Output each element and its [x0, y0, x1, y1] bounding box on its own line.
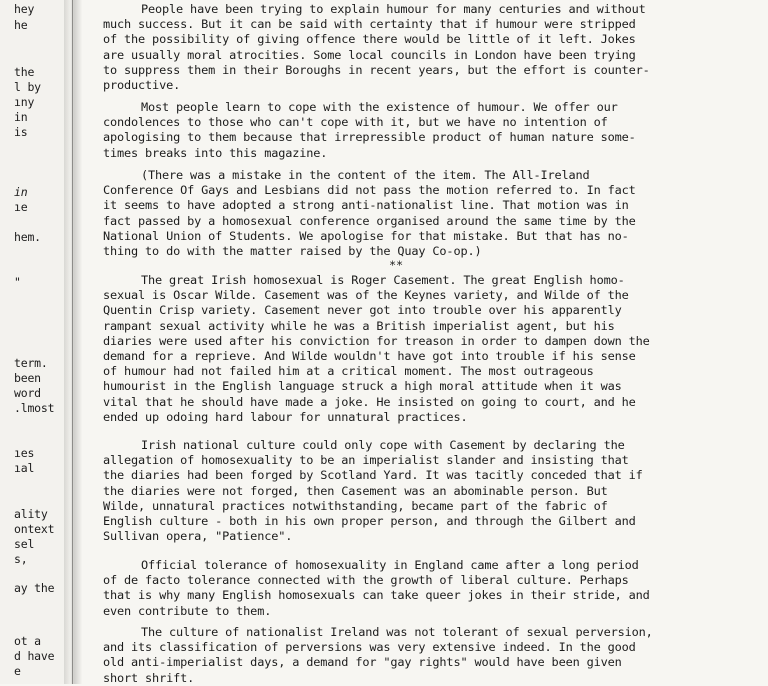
left-fragment: is: [14, 125, 28, 139]
text-line: are usually moral atrocities. Some local councils in London have been trying: [103, 47, 636, 62]
text-line: and its classification of perversions was very extensive indeed. In the good: [103, 640, 636, 655]
text-line: Irish national culture could only cope with Casement by declaring the: [141, 438, 625, 452]
text-line: rampant sexual activity while he was a British imperialist agent, but his: [103, 318, 615, 333]
left-fragment: l by: [14, 80, 41, 94]
text-line: diaries were used after his conviction for treason in order to dampen down the: [103, 333, 650, 348]
text-line: times breaks into this magazine.: [103, 145, 328, 160]
text-line: the diaries were not forged, then Casement was an abominable person. But: [103, 483, 608, 498]
text-line: fact passed by a homosexual conference organised around the same time by the: [103, 213, 636, 228]
text-line: National Union of Students. We apologise for that mistake. But that has no-: [103, 228, 629, 243]
text-line: apologising to them because that irrepressible product of human nature some-: [103, 130, 636, 145]
left-fragment: been: [14, 371, 41, 385]
left-fragment: ality: [14, 507, 48, 521]
left-fragment: word: [14, 386, 41, 400]
text-line: English culture - both in his own proper person, and through the Gilbert and: [103, 513, 636, 528]
left-fragment: .lmost: [14, 401, 55, 415]
left-fragment: in: [14, 110, 28, 124]
left-fragment: the: [14, 65, 35, 79]
adjacent-page-column: [0, 0, 64, 684]
text-line: (There was a mistake in the content of the item. The All-Ireland: [141, 168, 590, 182]
left-fragment: ot a: [14, 634, 41, 648]
text-line: People have been trying to explain humour for many centuries and without: [141, 2, 646, 16]
text-line: Sullivan opera, "Patience".: [103, 529, 293, 544]
left-fragment: in: [14, 185, 28, 199]
paragraph-cope: [103, 100, 731, 161]
text-line: thing to do with the matter raised by the Quay Co-op.): [103, 243, 482, 258]
text-line: much success. But it can be said with certainty that if humour were stripped: [103, 17, 636, 32]
left-fragment: term.: [14, 356, 48, 370]
paragraph-irish-culture: [103, 438, 731, 544]
paragraph-humour: [103, 2, 731, 93]
article-body: [103, 0, 731, 684]
left-fragment: sel: [14, 537, 35, 551]
text-line: old anti-imperialist days, a demand for "gay rights" would have been given: [103, 655, 622, 670]
left-fragment: ıal: [14, 461, 35, 475]
left-fragment: ıny: [14, 95, 35, 109]
section-separator: **: [389, 258, 404, 272]
paragraph-tolerance: [103, 558, 731, 619]
text-line: Quentin Crisp variety. Casement never got into trouble over his apparently: [103, 303, 622, 318]
text-line: even contribute to them.: [103, 603, 272, 618]
text-line: productive.: [103, 77, 181, 92]
text-line: demand for a reprieve. And Wilde wouldn't have got into trouble if his sense: [103, 348, 636, 363]
left-fragment: ıe: [14, 200, 28, 214]
text-line: of the possibility of giving offence there would be little of it left. Jokes: [103, 32, 636, 47]
text-line: the diaries had been forged by Scotland Yard. It was tacitly conceded that if: [103, 468, 643, 483]
text-line: Conference Of Gays and Lesbians did not pass the motion referred to. In fact: [103, 183, 636, 198]
left-fragment: ıes: [14, 446, 35, 460]
text-line: ended up odoing hard labour for unnatural practices.: [103, 409, 468, 424]
text-line: The great Irish homosexual is Roger Casement. The great English homo-: [141, 273, 625, 287]
text-line: of humour had not failed him at a critical moment. The most outrageous: [103, 364, 594, 379]
text-line: allegation of homosexuality to be an imperialist slander and insisting that: [103, 453, 629, 468]
left-fragment: d have: [14, 649, 55, 663]
left-fragment: e: [14, 664, 21, 678]
text-line: sexual is Oscar Wilde. Casement was of the Keynes variety, and Wilde of the: [103, 288, 629, 303]
text-line: condolences to those who can't cope with it, but we have no intention of: [103, 115, 608, 130]
text-line: humourist in the English language struck a high moral attitude when it was: [103, 379, 622, 394]
text-line: vital that he should have made a joke. He insisted on going to court, and he: [103, 394, 636, 409]
text-line: of de facto tolerance connected with the growth of liberal culture. Perhaps: [103, 573, 629, 588]
left-fragment: he: [14, 18, 28, 32]
text-line: short shrift.: [103, 670, 195, 685]
text-line: The culture of nationalist Ireland was not tolerant of sexual perversion,: [141, 625, 653, 639]
left-fragment: ay the: [14, 581, 55, 595]
text-line: Official tolerance of homosexuality in England came after a long period: [141, 558, 639, 572]
book-gutter: [64, 0, 82, 684]
text-line: Most people learn to cope with the existence of humour. We offer our: [141, 100, 618, 114]
text-line: that is why many English homosexuals can take queer jokes in their stride, and: [103, 588, 650, 603]
left-fragment: hey: [14, 2, 35, 16]
left-fragment: hem.: [14, 230, 41, 244]
left-fragment: ": [14, 275, 21, 289]
text-line: to suppress them in their Boroughs in recent years, but the effort is counter-: [103, 62, 650, 77]
paragraph-correction: [103, 168, 731, 259]
paragraph-casement-wilde: [103, 273, 731, 425]
text-line: it seems to have adopted a strong anti-nationalist line. That motion was in: [103, 198, 629, 213]
left-fragment: ontext: [14, 522, 55, 536]
left-fragment: s,: [14, 552, 28, 566]
gutter-divider: [72, 0, 73, 684]
text-line: Wilde, unnatural practices notwithstanding, became part of the fabric of: [103, 498, 608, 513]
paragraph-nationalist-ireland: [103, 625, 731, 686]
